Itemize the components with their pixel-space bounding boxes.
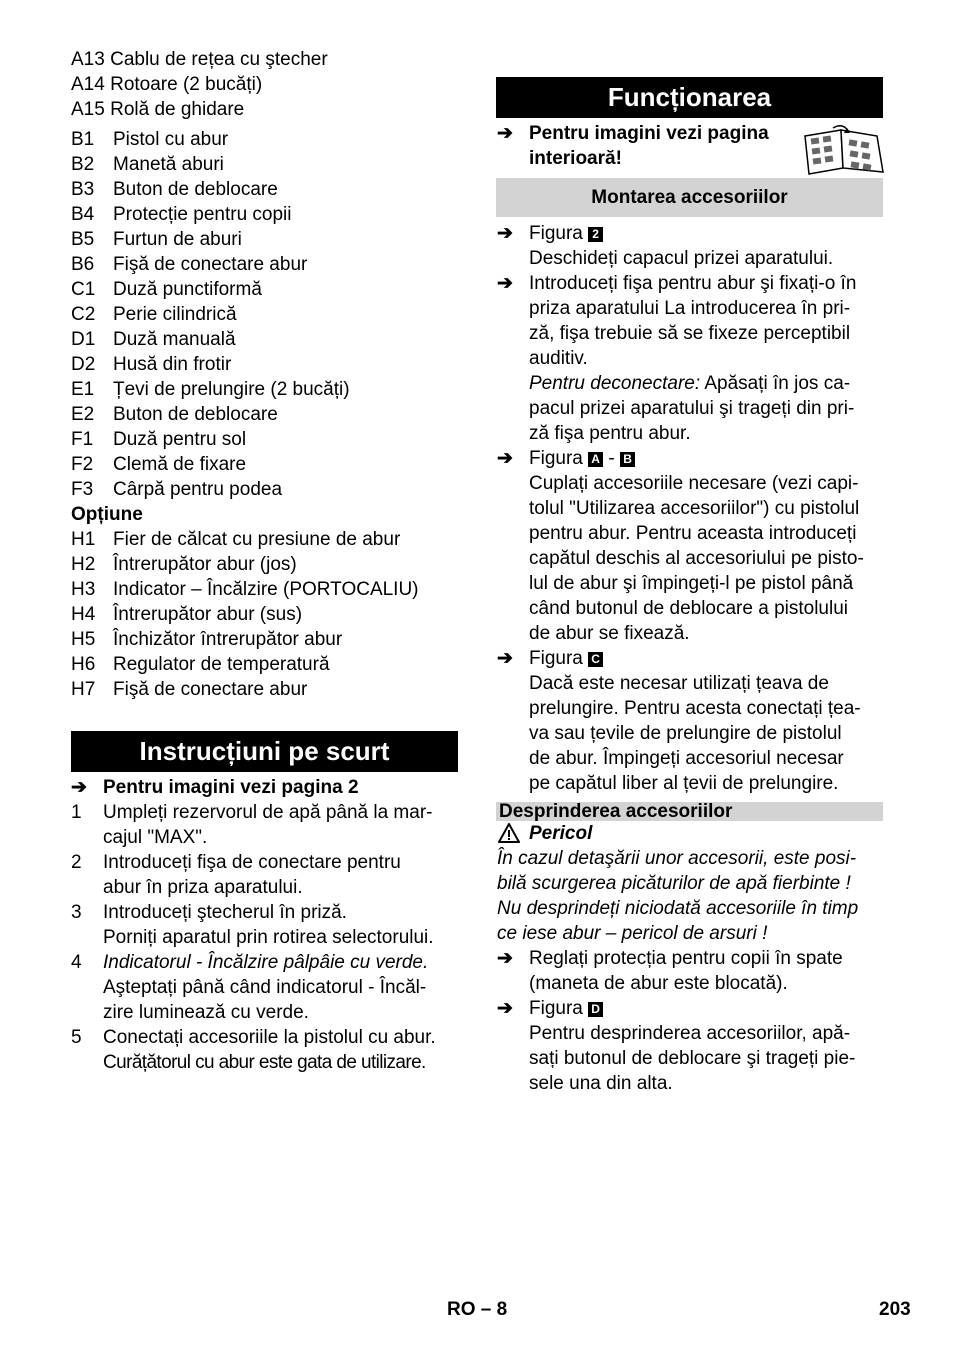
list-item (71, 427, 246, 452)
list-item: A13 Cablu de rețea cu ştecher (71, 49, 328, 70)
arrow-right-icon: ➔ (497, 998, 513, 1019)
item-text: Întrerupător abur (sus) (113, 604, 303, 625)
item-text: Husă din frotir (113, 354, 232, 375)
item-text: Duză pentru sol (113, 429, 247, 450)
item-text: Manetă aburi (113, 154, 224, 175)
text-line: ză fişa pentru abur. (529, 423, 691, 444)
step-line-italic: Indicatorul - Încălzire pâlpâie cu verde. (103, 952, 429, 973)
item-text: Buton de deblocare (113, 179, 278, 200)
list-item (71, 152, 224, 177)
list-item (71, 302, 237, 327)
item-text: Buton de deblocare (113, 404, 278, 425)
text-line: Reglați protecția pentru copii în spate (529, 948, 843, 969)
list-item (71, 552, 297, 577)
item-text: Duză manuală (113, 329, 236, 350)
figure-ref: Figura C (529, 646, 603, 671)
arrow-right-icon: ➔ (497, 223, 513, 244)
list-item: A14 Rotoare (2 bucăți) (71, 74, 263, 95)
text-line: auditiv. (529, 348, 588, 369)
list-item (71, 177, 278, 202)
figure-ref: Figura A - B (529, 446, 635, 471)
text-line: de abur se fixează. (529, 623, 690, 644)
item-code: H2 (71, 554, 96, 575)
arrow-right-icon: ➔ (497, 123, 513, 144)
item-code: H4 (71, 604, 96, 625)
quick-ref: Pentru imagini vezi pagina 2 (103, 777, 359, 798)
step-number: 2 (71, 852, 82, 873)
arrow-right-icon: ➔ (497, 648, 513, 669)
item-text: Fier de călcat cu presiune de abur (113, 529, 401, 550)
item-text: Închizător întrerupător abur (113, 629, 343, 650)
func-ref-line: interioară! (529, 148, 622, 169)
item-code: E1 (71, 379, 95, 400)
list-item (71, 577, 419, 602)
step-line: abur în priza aparatului. (103, 877, 303, 898)
footer-section: RO – 8 (447, 1299, 508, 1320)
item-code: F1 (71, 429, 94, 450)
arrow-right-icon: ➔ (497, 948, 513, 969)
step-line: Introduceți fişa de conectare pentru (103, 852, 401, 873)
list-item (71, 252, 307, 277)
text-line: Pentru desprinderea accesoriilor, apă- (529, 1023, 851, 1044)
item-code: B6 (71, 254, 95, 275)
text-line: Deschideți capacul prizei aparatului. (529, 248, 834, 269)
list-item (71, 652, 330, 677)
item-text: Pistol cu abur (113, 129, 229, 150)
step-line: Aşteptați până când indicatorul - Încăl- (103, 977, 427, 998)
page-number: 203 (879, 1299, 911, 1320)
step-line: Curățătorul cu abur este gata de utilizare. (103, 1052, 426, 1073)
text-line: Introduceți fişa pentru abur şi fixați-o în (529, 273, 857, 294)
figure-badge: C (588, 652, 603, 667)
item-text: Furtun de aburi (113, 229, 242, 250)
arrow-right-icon: ➔ (71, 777, 87, 798)
item-text: Fişă de conectare abur (113, 679, 308, 700)
list-item (71, 227, 242, 252)
text-line: pe capătul liber al țevii de prelungire. (529, 773, 839, 794)
text-line: sați butonul de deblocare şi trageți pie- (529, 1048, 856, 1069)
section-header-quick: Instrucțiuni pe scurt (71, 731, 458, 772)
book-icon (803, 124, 885, 176)
item-code: B2 (71, 154, 95, 175)
text-line: Nu desprindeți niciodată accesoriile în timp (497, 898, 859, 919)
item-text: Fişă de conectare abur (113, 254, 308, 275)
option-heading: Opțiune (71, 504, 143, 525)
text-line: Pentru deconectare: Apăsați în jos ca- (529, 373, 851, 394)
item-text: Întrerupător abur (jos) (113, 554, 297, 575)
list-item (71, 602, 302, 627)
text-line: În cazul detaşării unor accesorii, este posi- (497, 848, 857, 869)
warning-icon (498, 823, 520, 843)
step-line: Porniți aparatul prin rotirea selectorului. (103, 927, 434, 948)
subsection-montarea: Montarea accesoriilor (496, 178, 883, 217)
item-code: D2 (71, 354, 96, 375)
list-item (71, 452, 246, 477)
item-text: Duză punctiformă (113, 279, 262, 300)
list-item (71, 127, 228, 152)
list-item (71, 327, 236, 352)
item-text: Indicator – Încălzire (PORTOCALIU) (113, 579, 419, 600)
list-item (71, 352, 231, 377)
list-item: A15 Rolă de ghidare (71, 99, 245, 120)
item-text: Protecție pentru copii (113, 204, 292, 225)
step-line: Introduceți ştecherul în priză. (103, 902, 347, 923)
step-number: 4 (71, 952, 82, 973)
text-line: Dacă este necesar utilizați țeava de (529, 673, 829, 694)
text-line: capătul deschis al accesoriului pe pisto- (529, 548, 864, 569)
list-item (71, 627, 342, 652)
step-line: cajul "MAX". (103, 827, 208, 848)
item-text: Clemă de fixare (113, 454, 247, 475)
item-text: Cârpă pentru podea (113, 479, 283, 500)
subsection-desprinderea: Desprinderea accesoriilor (496, 802, 883, 821)
text-line: va sau țevile de prelungire de pistolul (529, 723, 842, 744)
item-code: H1 (71, 529, 96, 550)
figure-badge: B (620, 452, 635, 467)
text-line: de abur. Împingeți accesoriul necesar (529, 748, 844, 769)
text-line: prelungire. Pentru acesta conectați țea- (529, 698, 861, 719)
list-item (71, 277, 262, 302)
item-text: Regulator de temperatură (113, 654, 330, 675)
step-number: 5 (71, 1027, 82, 1048)
step-line: Conectați accesoriile la pistolul cu abur. (103, 1027, 436, 1048)
arrow-right-icon: ➔ (497, 273, 513, 294)
text-line: tolul "Utilizarea accesoriilor") cu pistolul (529, 498, 860, 519)
text-line: sele una din alta. (529, 1073, 673, 1094)
list-item (71, 527, 400, 552)
figure-badge: D (588, 1002, 603, 1017)
item-code: H7 (71, 679, 96, 700)
section-header-functionare: Funcționarea (496, 77, 883, 118)
list-item (71, 377, 350, 402)
step-number: 3 (71, 902, 82, 923)
text-line: priza aparatului La introducerea în pri- (529, 298, 851, 319)
figure-ref: Figura D (529, 996, 603, 1021)
step-line: Umpleți rezervorul de apă până la mar- (103, 802, 433, 823)
danger-label: Pericol (529, 823, 593, 844)
step-line: zire luminează cu verde. (103, 1002, 309, 1023)
text-line: pacul prizei aparatului şi trageți din pri- (529, 398, 855, 419)
item-code: F2 (71, 454, 94, 475)
item-code: B1 (71, 129, 95, 150)
item-code: H3 (71, 579, 96, 600)
item-code: C2 (71, 304, 96, 325)
item-text: Țevi de prelungire (2 bucăți) (113, 379, 350, 400)
item-code: E2 (71, 404, 95, 425)
list-item (71, 202, 292, 227)
text-line: ce iese abur – pericol de arsuri ! (497, 923, 768, 944)
text-line: Cuplați accesoriile necesare (vezi capi- (529, 473, 859, 494)
step-number: 1 (71, 802, 82, 823)
text-line: (maneta de abur este blocată). (529, 973, 788, 994)
list-item (71, 402, 278, 427)
text-line: bilă scurgerea picăturilor de apă fierbinte ! (497, 873, 851, 894)
item-code: D1 (71, 329, 96, 350)
item-code: F3 (71, 479, 94, 500)
item-text: Perie cilindrică (113, 304, 237, 325)
text-line: ză, fişa trebuie să se fixeze perceptibil (529, 323, 851, 344)
list-item (71, 477, 282, 502)
figure-badge: 2 (588, 227, 603, 242)
arrow-right-icon: ➔ (497, 448, 513, 469)
item-code: B4 (71, 204, 95, 225)
func-ref-line: Pentru imagini vezi pagina (529, 123, 769, 144)
figure-ref: Figura 2 (529, 221, 603, 246)
item-code: C1 (71, 279, 96, 300)
text-line: când butonul de deblocare a pistolului (529, 598, 849, 619)
item-code: H5 (71, 629, 96, 650)
text-line: pentru abur. Pentru aceasta introduceți (529, 523, 857, 544)
item-code: B3 (71, 179, 95, 200)
figure-badge: A (588, 452, 603, 467)
item-code: H6 (71, 654, 96, 675)
list-item (71, 677, 307, 702)
text-line: lul de abur şi împingeți-l pe pistol până (529, 573, 854, 594)
item-code: B5 (71, 229, 95, 250)
